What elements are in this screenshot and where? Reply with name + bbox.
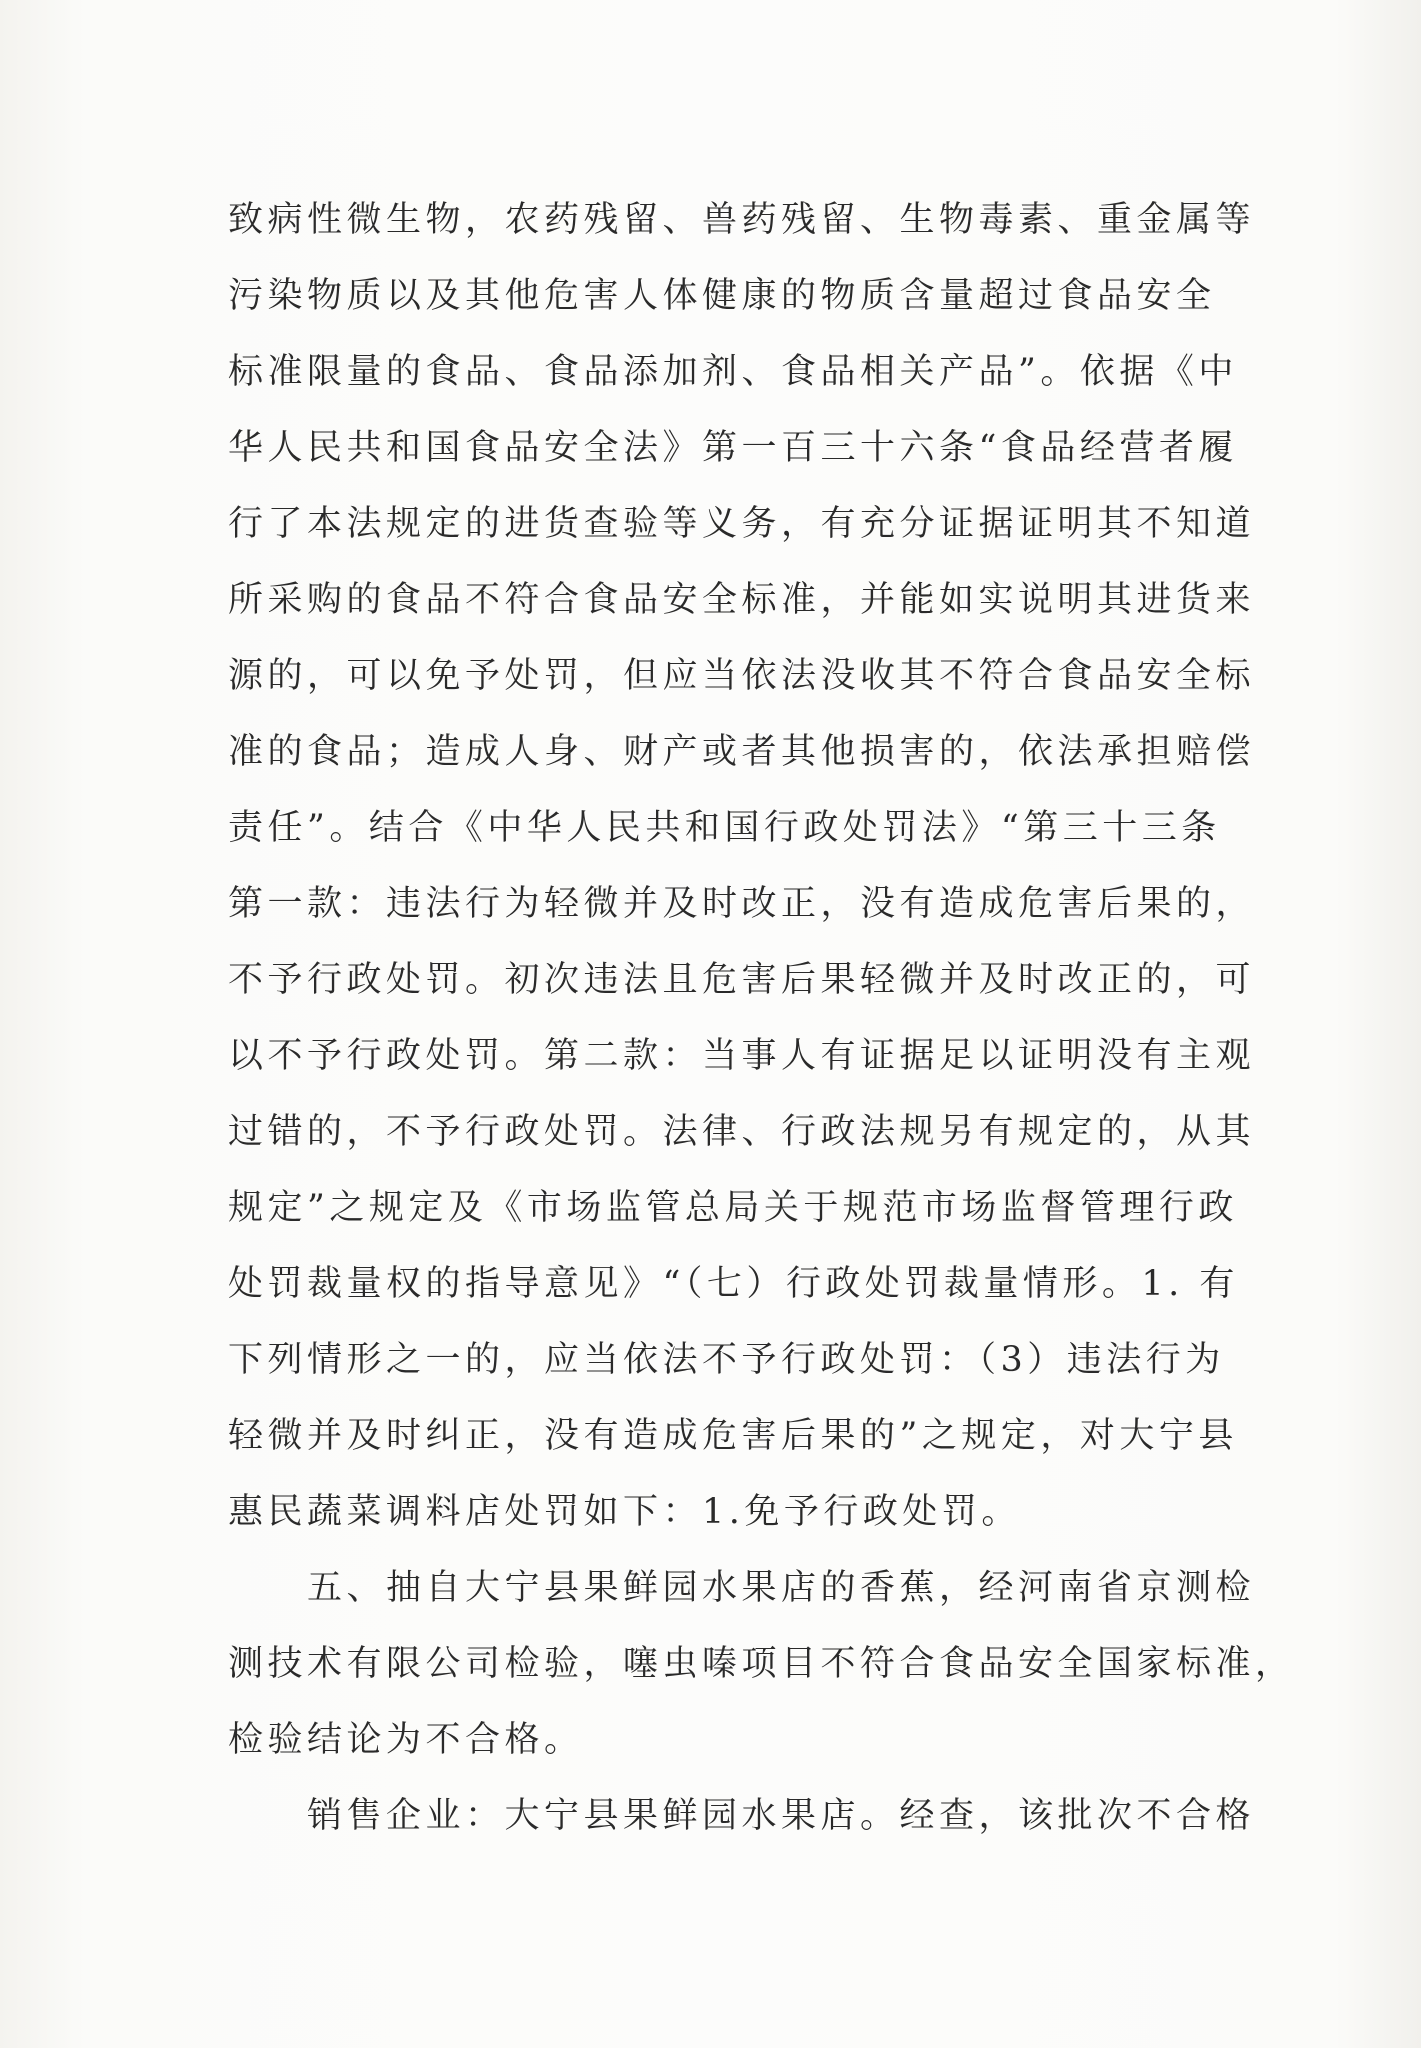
text-line: 过错的，不予行政处罚。法律、行政法规另有规定的，从其 (228, 1112, 1256, 1152)
text-line: 处罚裁量权的指导意见》“（七）行政处罚裁量情形。1. 有 (228, 1264, 1239, 1304)
text-line: 第一款：违法行为轻微并及时改正，没有造成危害后果的， (228, 884, 1256, 924)
text-line: 华人民共和国食品安全法》第一百三十六条“食品经营者履 (228, 428, 1238, 468)
text-line: 测技术有限公司检验，噻虫嗪项目不符合食品安全国家标准， (228, 1644, 1295, 1684)
text-line: 所采购的食品不符合食品安全标准，并能如实说明其进货来 (228, 580, 1256, 620)
text-line: 标准限量的食品、食品添加剂、食品相关产品”。依据《中 (228, 352, 1238, 392)
text-line: 致病性微生物，农药残留、兽药残留、生物毒素、重金属等 (228, 200, 1256, 240)
text-line: 污染物质以及其他危害人体健康的物质含量超过食品安全 (228, 276, 1216, 316)
paragraph-start-line: 五、抽自大宁县果鲜园水果店的香蕉，经河南省京测检 (228, 1568, 1256, 1608)
text-line: 源的，可以免予处罚，但应当依法没收其不符合食品安全标 (228, 656, 1256, 696)
text-line: 轻微并及时纠正，没有造成危害后果的”之规定，对大宁县 (228, 1416, 1238, 1456)
text-line: 下列情形之一的，应当依法不予行政处罚：（3）违法行为 (228, 1340, 1225, 1380)
document-body (228, 182, 1295, 1854)
text-line: 不予行政处罚。初次违法且危害后果轻微并及时改正的，可 (228, 960, 1256, 1000)
text-line: 检验结论为不合格。 (228, 1720, 584, 1760)
text-line: 以不予行政处罚。第二款：当事人有证据足以证明没有主观 (228, 1036, 1256, 1076)
text-line: 责任”。结合《中华人民共和国行政处罚法》“第三十三条 (228, 808, 1221, 848)
text-line: 准的食品；造成人身、财产或者其他损害的，依法承担赔偿 (228, 732, 1256, 772)
text-line: 惠民蔬菜调料店处罚如下：1.免予行政处罚。 (228, 1492, 1021, 1532)
text-line: 行了本法规定的进货查验等义务，有充分证据证明其不知道 (228, 504, 1256, 544)
text-line: 规定”之规定及《市场监管总局关于规范市场监督管理行政 (228, 1188, 1238, 1228)
paragraph-start-line: 销售企业：大宁县果鲜园水果店。经查，该批次不合格 (228, 1796, 1256, 1836)
